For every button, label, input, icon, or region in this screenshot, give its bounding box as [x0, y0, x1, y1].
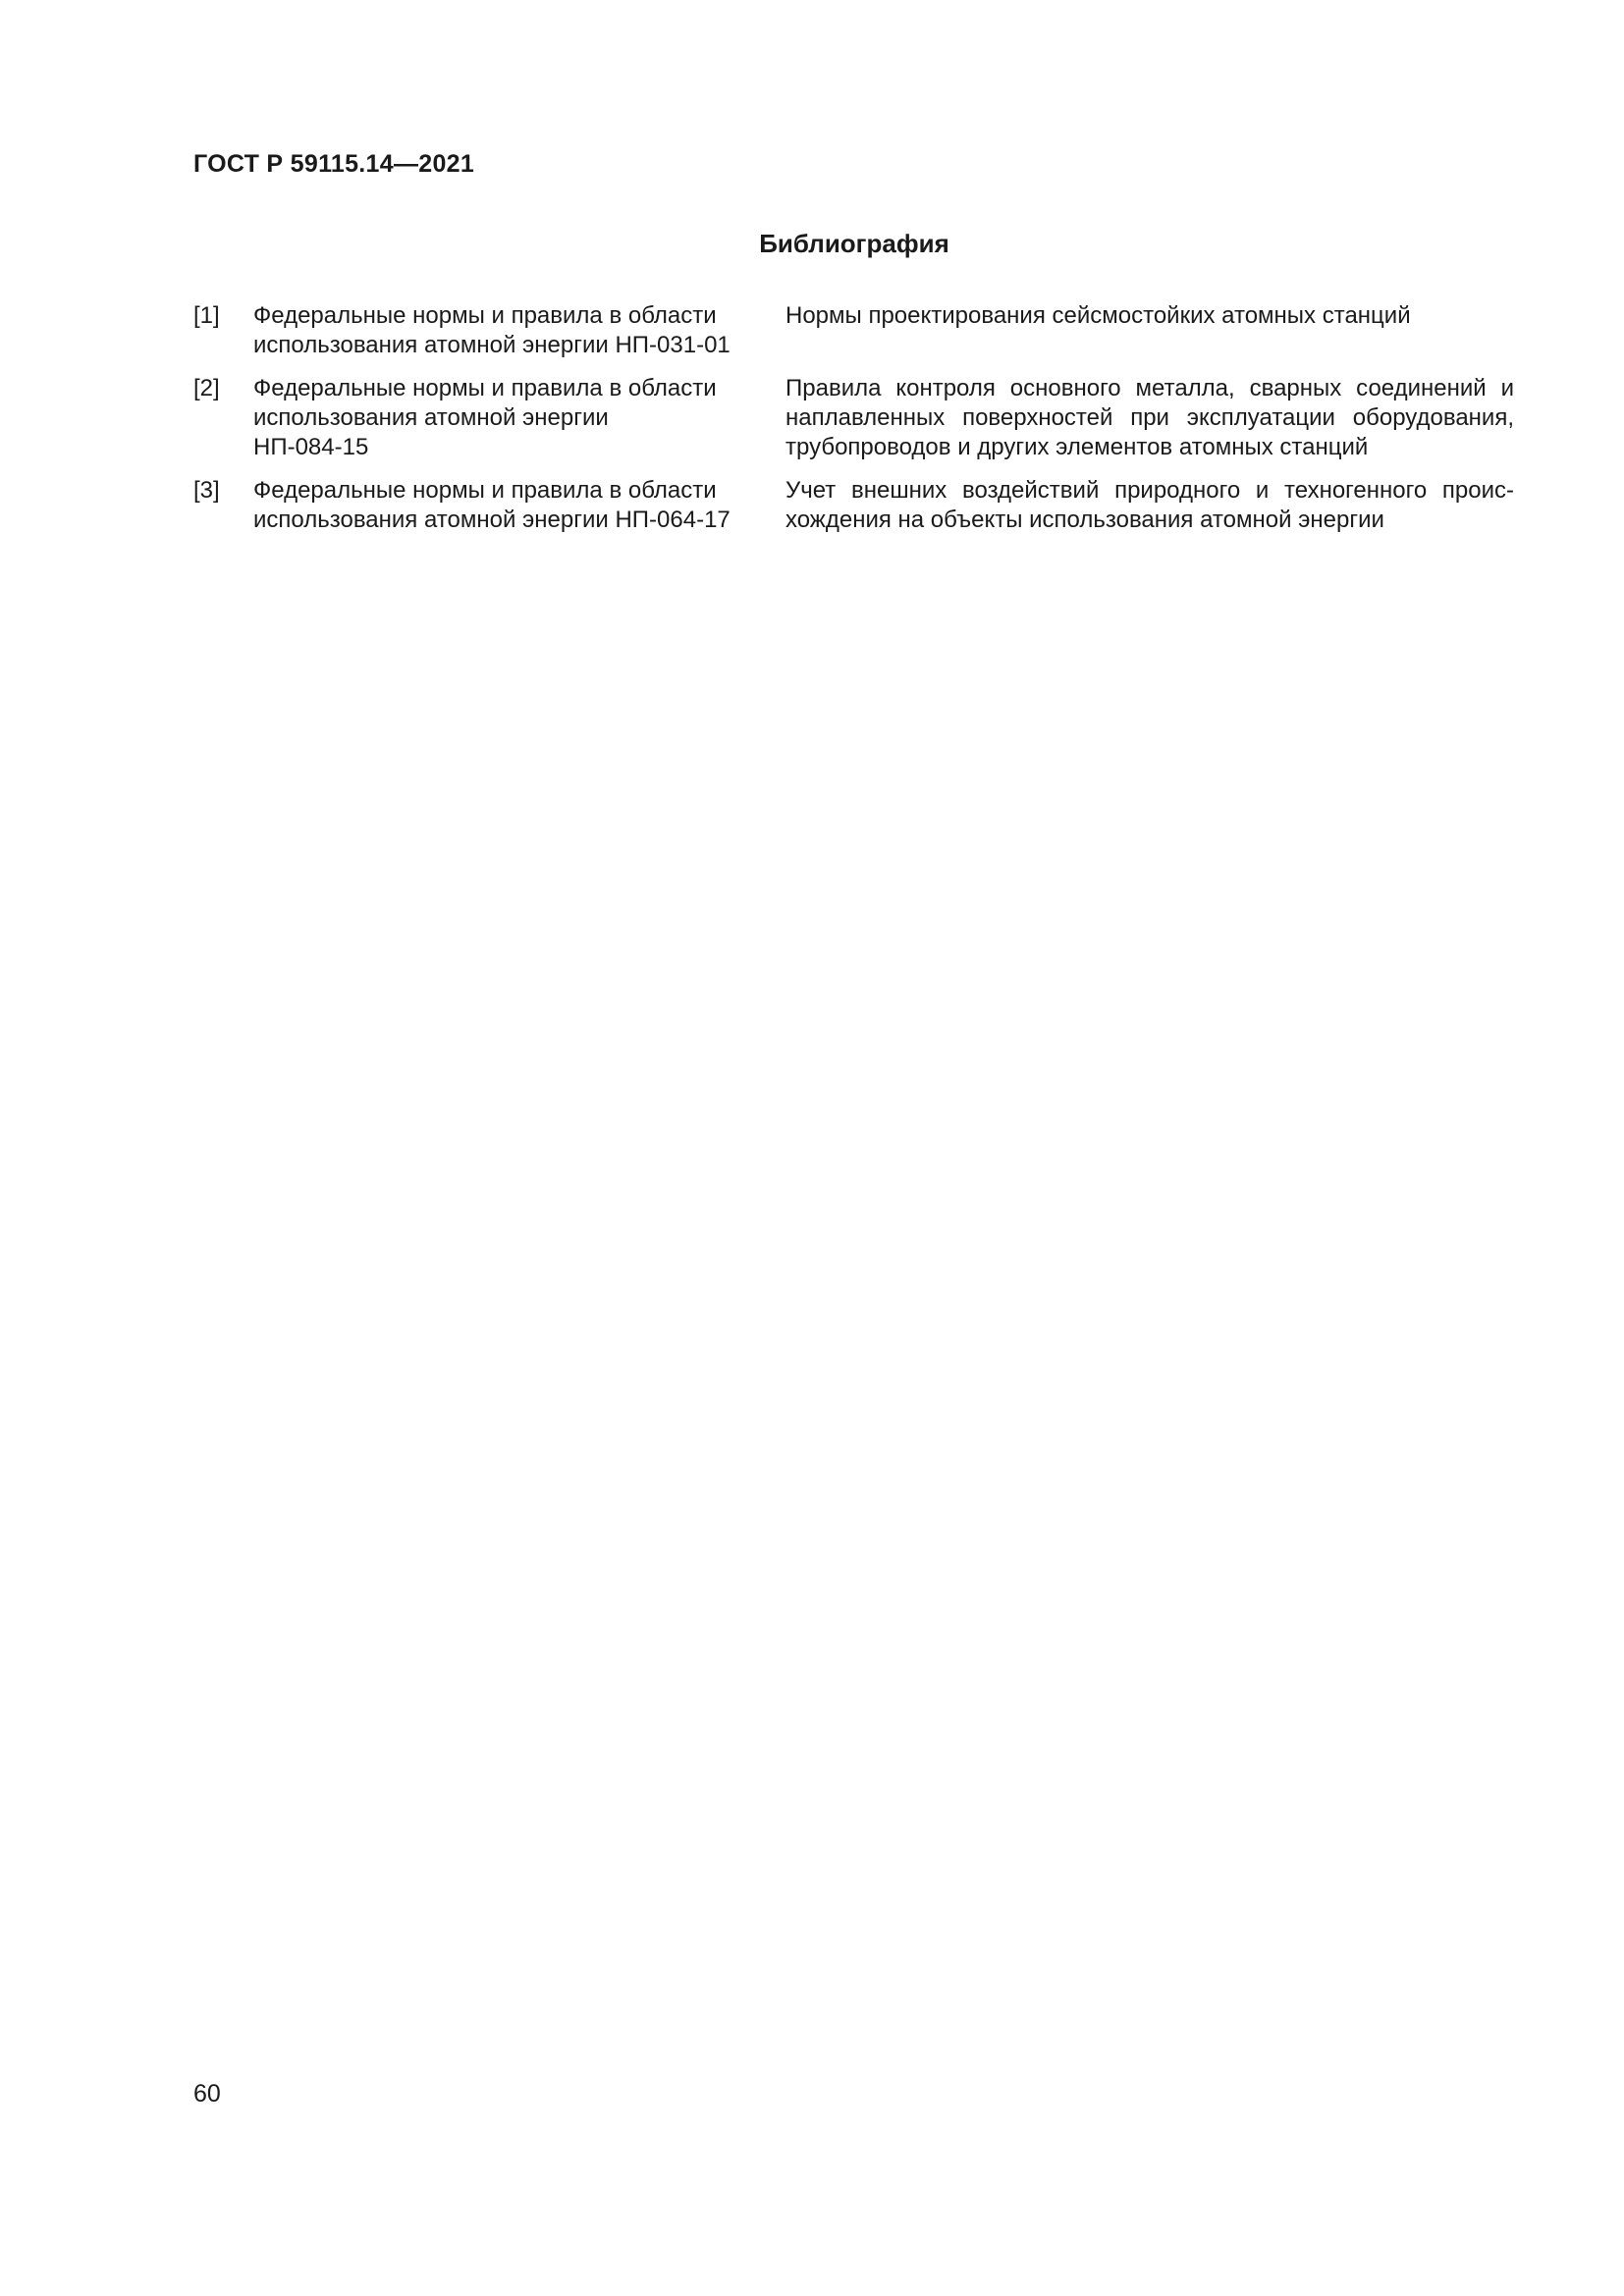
bibliography-list [193, 301, 1514, 549]
entry-title: Правила контроля основного металла, сварных соединений и наплавленных поверхностей при эксплуатации оборудования, трубопроводов и других элементов атомных станций [785, 375, 1514, 460]
entry-title: Учет внешних воздействий природного и техногенного проис-хождения на объекты использования атомной энергии [785, 477, 1514, 533]
section-title: Библиография [759, 229, 949, 258]
bibliography-entry [193, 301, 1514, 360]
page-number: 60 [193, 2080, 221, 2108]
entry-number: [3] [193, 477, 220, 504]
entry-source: Федеральные нормы и правила в области использования атомной энергии НП-084-15 [253, 375, 717, 460]
document-code: ГОСТ Р 59115.14—2021 [193, 150, 475, 178]
entry-title: Нормы проектирования сейсмостойких атомных станций [785, 302, 1411, 329]
entry-source: Федеральные нормы и правила в области использования атомной энергии НП-031-01 [253, 302, 731, 358]
bibliography-entry [193, 374, 1514, 462]
bibliography-entry [193, 476, 1514, 535]
entry-number: [2] [193, 375, 220, 401]
entry-number: [1] [193, 302, 220, 329]
entry-source: Федеральные нормы и правила в области использования атомной энергии НП-064-17 [253, 477, 731, 533]
